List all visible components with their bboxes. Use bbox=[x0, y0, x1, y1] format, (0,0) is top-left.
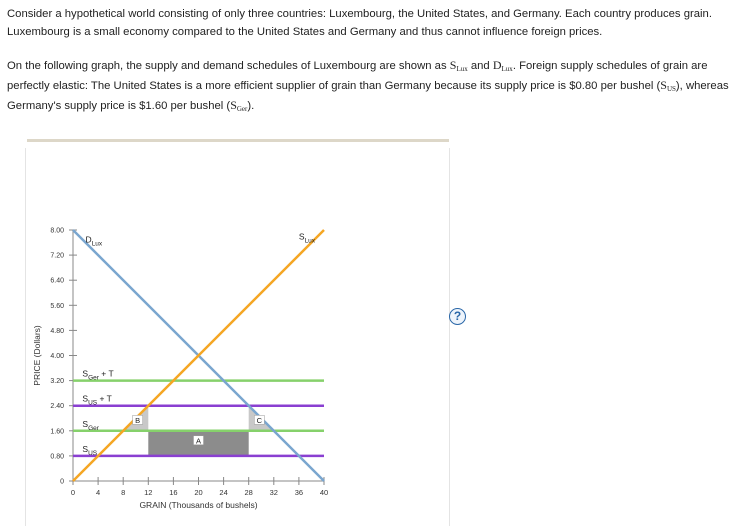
x-tick-label: 8 bbox=[121, 488, 126, 497]
region-label-a: A bbox=[195, 436, 202, 446]
y-tick-label: 7.20 bbox=[50, 252, 64, 260]
p2-text-c: ), whereas Germany's supply price is $1.60 per bushel ( bbox=[7, 80, 729, 112]
label-slux: $S_{Lux}$ bbox=[298, 231, 316, 245]
s-letter: S bbox=[449, 58, 457, 72]
y-tick-label: 8.00 bbox=[50, 227, 64, 235]
x-tick-label: 4 bbox=[96, 488, 101, 497]
supply-demand-chart bbox=[26, 148, 449, 526]
region-label-b: B bbox=[135, 415, 141, 425]
us-subscript: US bbox=[666, 85, 676, 93]
p2-text-b: . Foreign supply schedules of grain are perfectly elastic: The United States is a more efficient supplier of grain than Germany because its supply price is $0.80 per bushel ( bbox=[7, 60, 708, 92]
y-tick-label: 0 bbox=[60, 478, 64, 486]
x-tick-label: 0 bbox=[70, 488, 76, 497]
help-icon[interactable]: ? bbox=[449, 308, 466, 325]
y-tick-label: 2.40 bbox=[50, 403, 64, 411]
x-tick-label: 28 bbox=[244, 488, 253, 497]
label-sus-t: $S_{US} + T$ bbox=[82, 393, 112, 407]
label-sus: $S_{US}$ bbox=[82, 443, 98, 457]
s-letter-3: S bbox=[230, 98, 237, 112]
label-dlux: $D_{Lux}$ bbox=[85, 234, 103, 248]
x-tick-label: 32 bbox=[269, 488, 278, 497]
label-sger: $S_{Ger}$ bbox=[82, 418, 99, 432]
graph-panel bbox=[25, 148, 462, 526]
y-axis-label: PRICE (Dollars) bbox=[32, 325, 42, 386]
s-lux-symbol bbox=[450, 58, 468, 72]
y-tick-label: 4.00 bbox=[50, 353, 64, 360]
x-tick-label: 40 bbox=[319, 488, 329, 497]
x-tick-label: 36 bbox=[294, 488, 304, 497]
intro-paragraph-1: Consider a hypothetical world consisting of only three countries: Luxembourg, the United States, and Germany. Each country produces grain. Luxembourg is a small economy compared to the United States and Germany and thus cannot influence foreign prices. bbox=[7, 8, 712, 38]
x-axis-label: GRAIN (Thousands of bushels) bbox=[139, 500, 258, 510]
y-tick-label: 6.40 bbox=[50, 277, 64, 285]
x-tick-label: 16 bbox=[169, 488, 178, 497]
y-tick-label: 4.80 bbox=[50, 327, 64, 335]
region-label-c: C bbox=[256, 415, 263, 425]
y-tick-label: 3.20 bbox=[50, 378, 64, 386]
x-tick-label: 24 bbox=[219, 488, 228, 497]
s-us-symbol bbox=[660, 78, 676, 92]
ger-subscript: Ger bbox=[236, 105, 248, 113]
s-letter-2: S bbox=[660, 78, 667, 92]
section-divider bbox=[27, 139, 449, 142]
y-tick-label: 0.80 bbox=[50, 453, 64, 461]
p2-text-d: ). bbox=[247, 100, 255, 112]
lux-subscript: Lux bbox=[456, 65, 468, 73]
p2-and: and bbox=[467, 60, 493, 72]
p2-text-a: On the following graph, the supply and demand schedules of Luxembourg are shown as bbox=[7, 60, 450, 72]
d-letter: D bbox=[492, 58, 502, 72]
y-tick-label: 5.60 bbox=[50, 302, 64, 310]
d-lux-symbol bbox=[493, 58, 513, 72]
s-ger-symbol bbox=[230, 98, 247, 112]
x-tick-label: 12 bbox=[144, 488, 153, 497]
x-tick-label: 20 bbox=[194, 488, 203, 497]
y-tick-label: 1.60 bbox=[50, 428, 64, 436]
intro-paragraph-2 bbox=[7, 56, 729, 116]
label-sger-t: $S_{Ger} + T$ bbox=[82, 368, 114, 382]
lux-subscript-2: Lux bbox=[501, 65, 513, 73]
